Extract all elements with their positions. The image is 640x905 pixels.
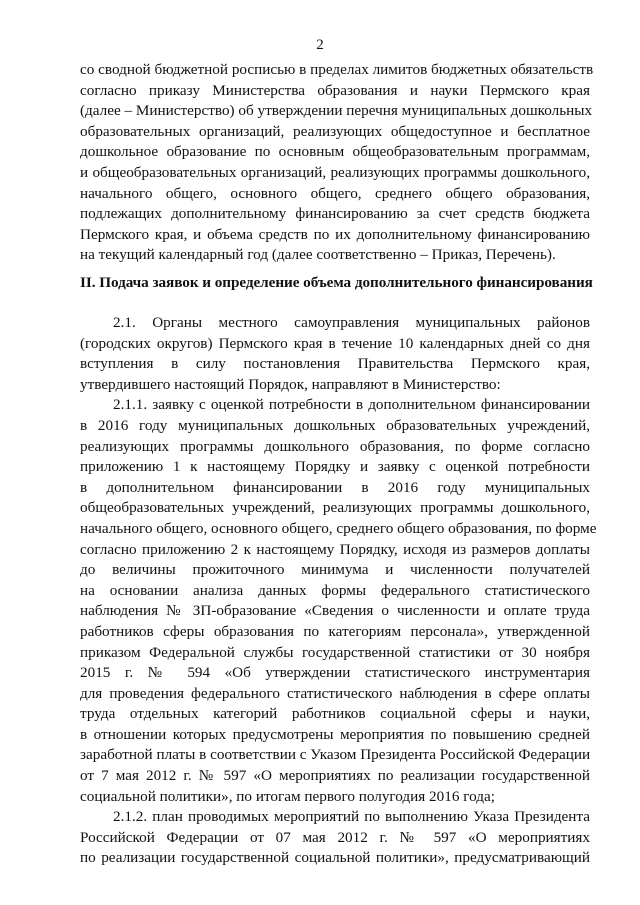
text-line: дошкольное образование по основным общеобразовательным программам, — [80, 143, 590, 161]
text-line: (городских округов) Пермского края в течение 10 календарных дней со дня — [80, 334, 590, 352]
text-line: согласно приказу Министерства образования и науки Пермского края — [80, 81, 590, 99]
text-line: в отношении которых предусмотрены мероприятия по повышению средней — [80, 725, 590, 743]
text-line: в дополнительном финансировании в 2016 году муниципальных — [80, 478, 590, 496]
text-line: наблюдения № ЗП-образование «Сведения о численности и оплате труда — [80, 602, 590, 620]
text-line: приказом Федеральной службы государственной статистики от 30 ноября — [80, 643, 590, 661]
text-line: в 2016 году муниципальных дошкольных образовательных учреждений, — [80, 416, 590, 434]
text-line: Российской Федерации от 07 мая 2012 г. № 597 «О мероприятиях — [80, 828, 590, 846]
text-line: для проведения федерального статистического наблюдения в сфере оплаты — [80, 684, 590, 702]
section-body — [80, 313, 597, 869]
text-line: и общеобразовательных организаций, реализующих программы дошкольного, — [80, 163, 590, 181]
text-line: до величины прожиточного минимума и численности получателей — [80, 561, 590, 579]
text-line: 2015 г. № 594 «Об утверждении статистического инструментария — [80, 664, 590, 682]
text-line: на текущий календарный год (далее соответственно – Приказ, Перечень). — [80, 246, 556, 264]
text-line: начального общего, основного общего, среднего общего образования, — [80, 184, 590, 202]
text-line: начального общего, основного общего, среднего общего образования, по форме — [80, 519, 597, 537]
text-line: труда отдельных категорий работников социальной сферы и науки, — [80, 705, 590, 723]
text-line: заработной платы в соответствии с Указом Президента Российской Федерации — [80, 746, 591, 764]
text-line: приложению 1 к настоящему Порядку и заявку с оценкой потребности — [80, 458, 590, 476]
text-line: социальной политики», по итогам первого полугодия 2016 года; — [80, 787, 495, 805]
text-line: Пермского края, и объема средств по их дополнительному финансированию — [80, 225, 590, 243]
text-line: вступления в силу постановления Правительства Пермского края, — [80, 355, 590, 373]
text-line: на основании анализа данных формы федерального статистического — [80, 581, 590, 599]
text-line: 2.1. Органы местного самоуправления муниципальных районов — [113, 314, 590, 331]
page-number: 2 — [316, 37, 324, 53]
text-line: 2.1.2. план проводимых мероприятий по выполнению Указа Президента — [113, 808, 590, 826]
text-line: работников сферы образования по категориям персонала», утвержденной — [80, 622, 590, 640]
text-line: подлежащих дополнительному финансированию за счет средств бюджета — [80, 205, 590, 223]
text-line: согласно приложению 2 к настоящему Порядку, исходя из размеров доплаты — [80, 540, 590, 558]
text-line: общеобразовательных учреждений, реализующих программы дошкольного, — [80, 499, 590, 517]
text-line: со сводной бюджетной росписью в пределах лимитов бюджетных обязательств — [80, 61, 594, 78]
text-line: образовательных организаций, реализующих общедоступное и бесплатное — [80, 122, 590, 140]
text-line: по реализации государственной социальной политики», предусматривающий — [80, 849, 590, 867]
intro-paragraph — [80, 60, 594, 266]
text-line: от 7 мая 2012 г. № 597 «О мероприятиях по реализации государственной — [80, 767, 590, 785]
section-heading: II. Подача заявок и определение объема дополнительного финансирования — [80, 274, 593, 291]
text-line: утвердившего настоящий Порядок, направляют в Министерство: — [80, 375, 501, 393]
text-line: 2.1.1. заявку с оценкой потребности в дополнительном финансировании — [113, 396, 590, 414]
text-line: (далее – Министерство) об утверждении перечня муниципальных дошкольных — [80, 102, 593, 120]
text-line: реализующих программы дошкольного образования, по форме согласно — [80, 437, 590, 455]
